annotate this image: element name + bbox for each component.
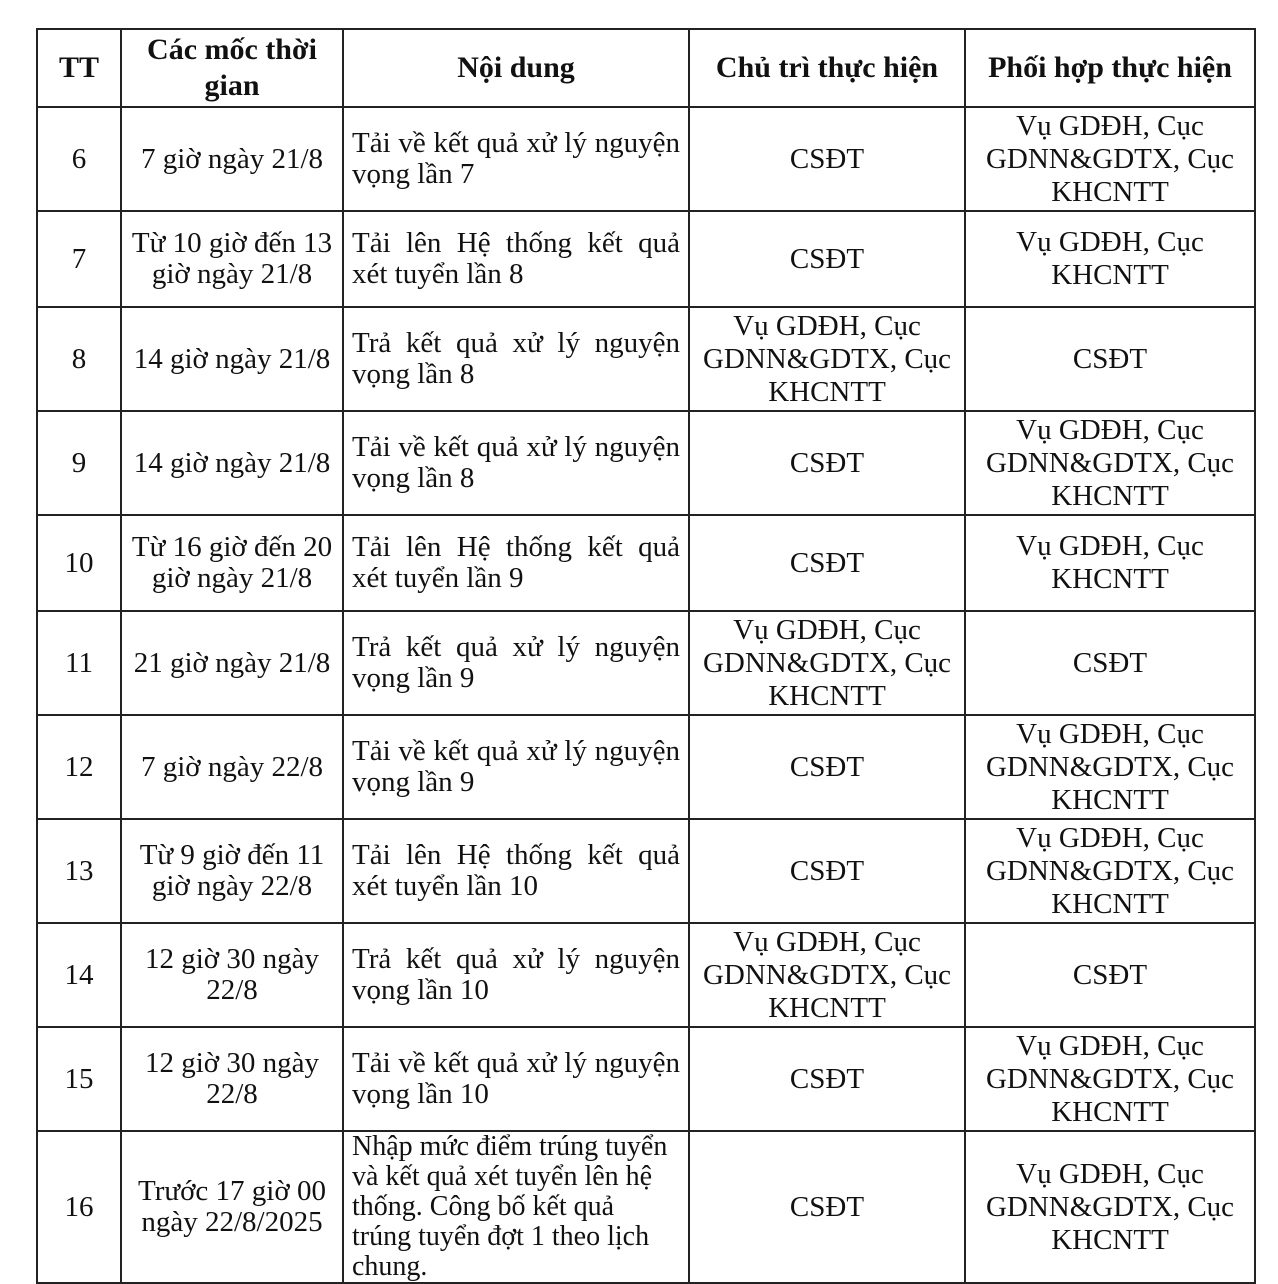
header-content: Nội dung bbox=[343, 29, 689, 107]
table-row bbox=[37, 611, 1255, 715]
schedule-table bbox=[36, 28, 1256, 1284]
header-tt: TT bbox=[37, 29, 121, 107]
cell-time: 7 giờ ngày 22/8 bbox=[121, 715, 343, 819]
table-row bbox=[37, 411, 1255, 515]
cell-content: Tải về kết quả xử lý nguyện vọng lần 10 bbox=[343, 1027, 689, 1131]
header-lead: Chủ trì thực hiện bbox=[689, 29, 965, 107]
cell-coop: Vụ GDĐH, Cục GDNN&GDTX, Cục KHCNTT bbox=[965, 107, 1255, 211]
cell-tt: 12 bbox=[37, 715, 121, 819]
table-row bbox=[37, 819, 1255, 923]
cell-content: Tải lên Hệ thống kết quả xét tuyển lần 10 bbox=[343, 819, 689, 923]
cell-lead: Vụ GDĐH, Cục GDNN&GDTX, Cục KHCNTT bbox=[689, 923, 965, 1027]
cell-lead: CSĐT bbox=[689, 819, 965, 923]
cell-time: 14 giờ ngày 21/8 bbox=[121, 307, 343, 411]
cell-lead: CSĐT bbox=[689, 107, 965, 211]
cell-time: Từ 10 giờ đến 13 giờ ngày 21/8 bbox=[121, 211, 343, 307]
cell-tt: 11 bbox=[37, 611, 121, 715]
cell-time: 12 giờ 30 ngày 22/8 bbox=[121, 1027, 343, 1131]
cell-tt: 6 bbox=[37, 107, 121, 211]
cell-content: Trả kết quả xử lý nguyện vọng lần 8 bbox=[343, 307, 689, 411]
cell-content: Tải về kết quả xử lý nguyện vọng lần 7 bbox=[343, 107, 689, 211]
cell-tt: 10 bbox=[37, 515, 121, 611]
cell-coop: Vụ GDĐH, Cục GDNN&GDTX, Cục KHCNTT bbox=[965, 715, 1255, 819]
table-row bbox=[37, 107, 1255, 211]
cell-content: Tải lên Hệ thống kết quả xét tuyển lần 8 bbox=[343, 211, 689, 307]
header-coop: Phối hợp thực hiện bbox=[965, 29, 1255, 107]
table-row bbox=[37, 1131, 1255, 1283]
cell-content: Nhập mức điểm trúng tuyển và kết quả xét tuyển lên hệ thống. Công bố kết quả trúng tuyển đợt 1 theo lịch chung. bbox=[343, 1131, 689, 1283]
schedule-document bbox=[36, 28, 1254, 1284]
table-row bbox=[37, 923, 1255, 1027]
cell-lead: CSĐT bbox=[689, 1027, 965, 1131]
cell-tt: 13 bbox=[37, 819, 121, 923]
cell-lead: CSĐT bbox=[689, 715, 965, 819]
cell-time: 7 giờ ngày 21/8 bbox=[121, 107, 343, 211]
cell-lead: CSĐT bbox=[689, 515, 965, 611]
table-row bbox=[37, 307, 1255, 411]
table-row bbox=[37, 515, 1255, 611]
cell-time: 21 giờ ngày 21/8 bbox=[121, 611, 343, 715]
cell-coop: Vụ GDĐH, Cục GDNN&GDTX, Cục KHCNTT bbox=[965, 1131, 1255, 1283]
cell-lead: Vụ GDĐH, Cục GDNN&GDTX, Cục KHCNTT bbox=[689, 611, 965, 715]
table-row bbox=[37, 211, 1255, 307]
cell-lead: CSĐT bbox=[689, 211, 965, 307]
cell-coop: Vụ GDĐH, Cục GDNN&GDTX, Cục KHCNTT bbox=[965, 819, 1255, 923]
cell-time: Từ 9 giờ đến 11 giờ ngày 22/8 bbox=[121, 819, 343, 923]
cell-time: 14 giờ ngày 21/8 bbox=[121, 411, 343, 515]
cell-tt: 8 bbox=[37, 307, 121, 411]
table-row bbox=[37, 715, 1255, 819]
cell-content: Tải lên Hệ thống kết quả xét tuyển lần 9 bbox=[343, 515, 689, 611]
cell-tt: 14 bbox=[37, 923, 121, 1027]
cell-coop: CSĐT bbox=[965, 923, 1255, 1027]
header-time: Các mốc thời gian bbox=[121, 29, 343, 107]
cell-time: Trước 17 giờ 00 ngày 22/8/2025 bbox=[121, 1131, 343, 1283]
table-row bbox=[37, 1027, 1255, 1131]
cell-coop: Vụ GDĐH, Cục KHCNTT bbox=[965, 211, 1255, 307]
cell-content: Trả kết quả xử lý nguyện vọng lần 10 bbox=[343, 923, 689, 1027]
cell-tt: 7 bbox=[37, 211, 121, 307]
cell-lead: Vụ GDĐH, Cục GDNN&GDTX, Cục KHCNTT bbox=[689, 307, 965, 411]
cell-tt: 9 bbox=[37, 411, 121, 515]
cell-lead: CSĐT bbox=[689, 1131, 965, 1283]
cell-tt: 15 bbox=[37, 1027, 121, 1131]
cell-coop: Vụ GDĐH, Cục GDNN&GDTX, Cục KHCNTT bbox=[965, 411, 1255, 515]
cell-lead: CSĐT bbox=[689, 411, 965, 515]
cell-content: Trả kết quả xử lý nguyện vọng lần 9 bbox=[343, 611, 689, 715]
cell-content: Tải về kết quả xử lý nguyện vọng lần 8 bbox=[343, 411, 689, 515]
cell-time: Từ 16 giờ đến 20 giờ ngày 21/8 bbox=[121, 515, 343, 611]
cell-tt: 16 bbox=[37, 1131, 121, 1283]
cell-coop: CSĐT bbox=[965, 307, 1255, 411]
cell-time: 12 giờ 30 ngày 22/8 bbox=[121, 923, 343, 1027]
cell-coop: Vụ GDĐH, Cục GDNN&GDTX, Cục KHCNTT bbox=[965, 1027, 1255, 1131]
cell-coop: CSĐT bbox=[965, 611, 1255, 715]
header-row bbox=[37, 29, 1255, 107]
cell-coop: Vụ GDĐH, Cục KHCNTT bbox=[965, 515, 1255, 611]
cell-content: Tải về kết quả xử lý nguyện vọng lần 9 bbox=[343, 715, 689, 819]
